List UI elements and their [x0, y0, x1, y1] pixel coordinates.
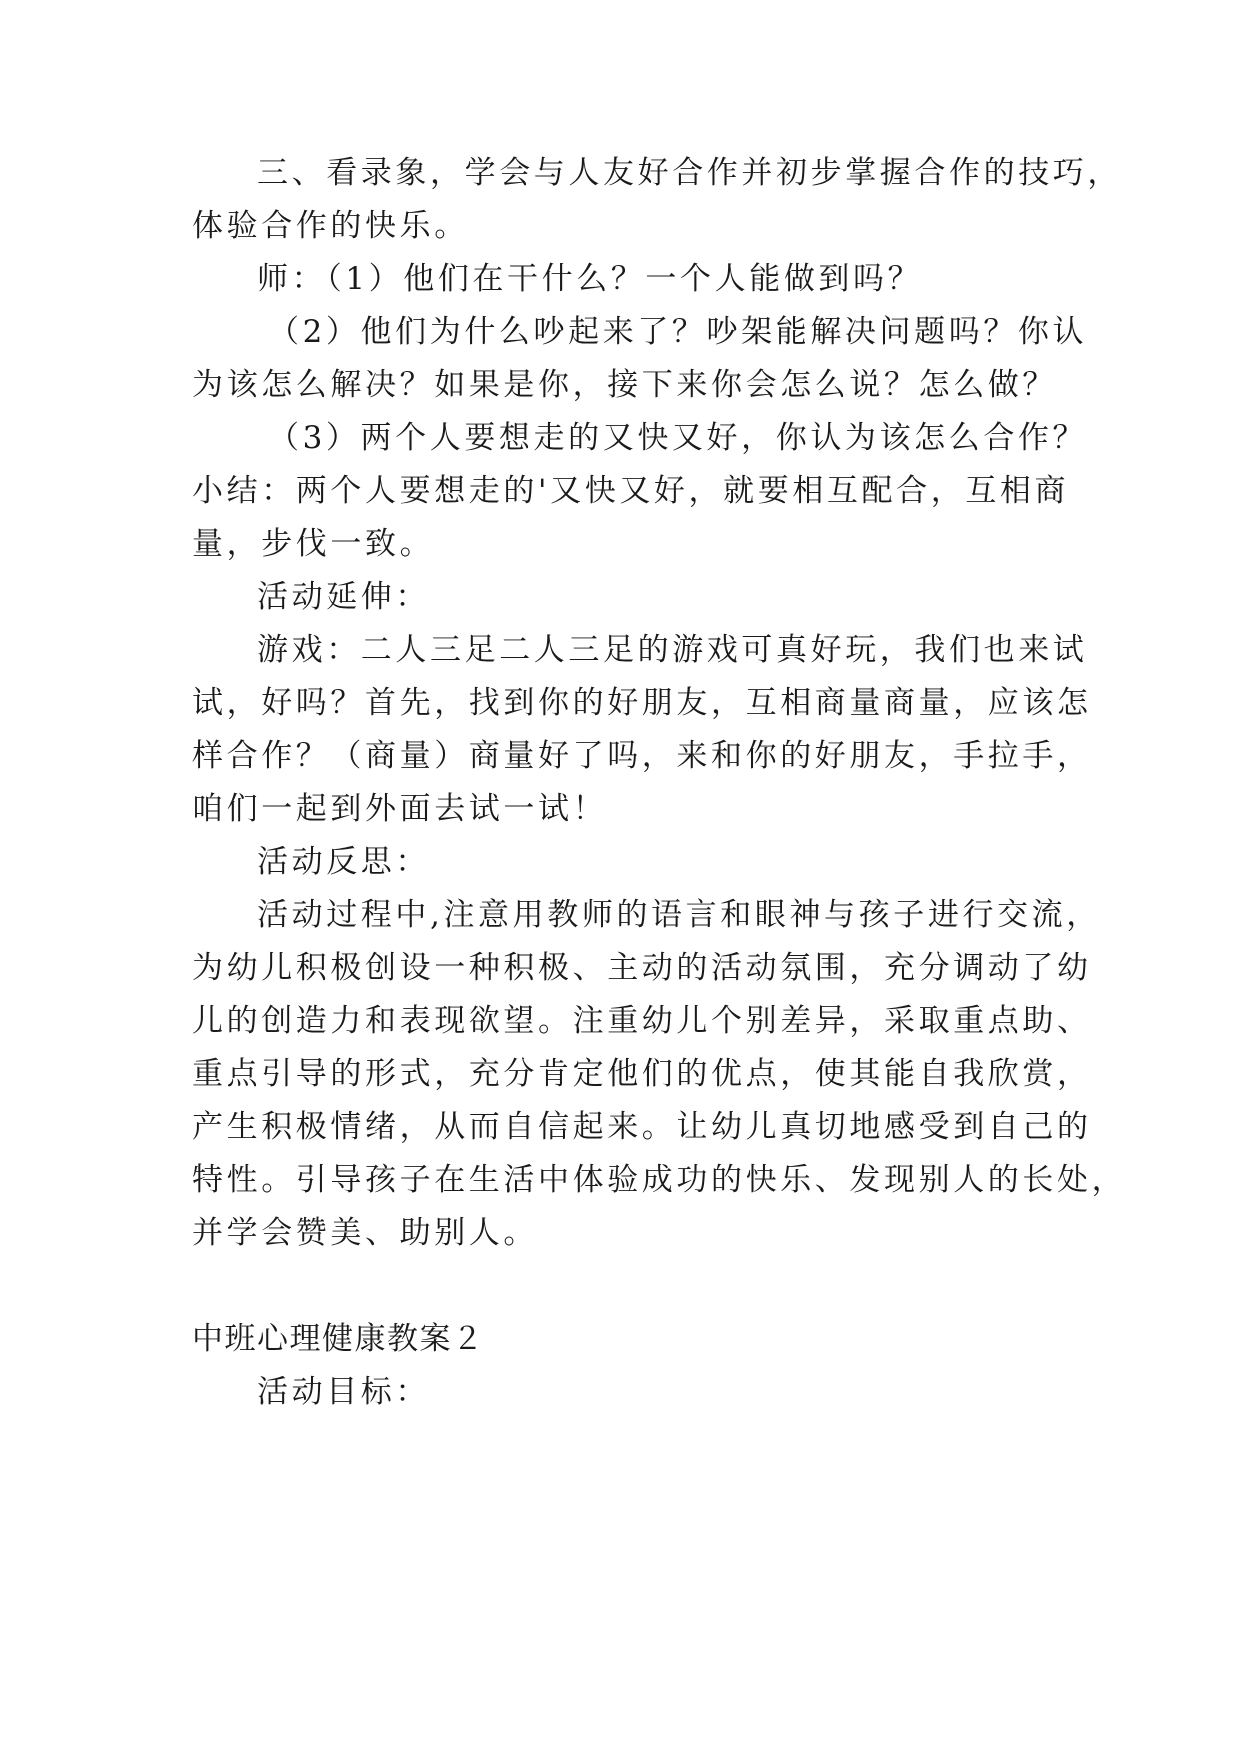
reflection-line-4: 重点引导的形式，充分肯定他们的优点，使其能自我欣赏，	[192, 1056, 1092, 1092]
reflection-line-5: 产生积极情绪，从而自信起来。让幼儿真切地感受到自己的	[192, 1109, 1092, 1145]
game-line-4: 咱们一起到外面去试一试！	[192, 791, 608, 827]
reflection-heading: 活动反思：	[257, 844, 430, 880]
reflection-line-6: 特性。引导孩子在生活中体验成功的快乐、发现别人的长处，	[192, 1162, 1127, 1198]
next-lesson-title: 中班心理健康教案２	[192, 1321, 485, 1357]
reflection-line-1: 活动过程中,注意用教师的语言和眼神与孩子进行交流，	[257, 897, 1101, 933]
question-2-line-1: （2）他们为什么吵起来了？吵架能解决问题吗？你认	[268, 314, 1088, 350]
summary-line-2: 量，步伐一致。	[192, 526, 435, 562]
reflection-line-7: 并学会赞美、助别人。	[192, 1215, 538, 1251]
reflection-line-2: 为幼儿积极创设一种积极、主动的活动氛围，充分调动了幼	[192, 950, 1092, 986]
reflection-line-3: 儿的创造力和表现欲望。注重幼儿个别差异，采取重点助、	[192, 1003, 1092, 1039]
game-line-2: 试，好吗？首先，找到你的好朋友，互相商量商量，应该怎	[192, 685, 1092, 721]
question-3: （3）两个人要想走的又快又好，你认为该怎么合作？	[268, 420, 1088, 456]
question-1: 师：（1）他们在干什么？一个人能做到吗？	[257, 261, 923, 297]
summary-line-1: 小结：两个人要想走的'又快又好，就要相互配合，互相商	[192, 473, 1070, 509]
section3-line-1: 三、看录象，学会与人友好合作并初步掌握合作的技巧，	[257, 155, 1122, 191]
game-line-1: 游戏：二人三足二人三足的游戏可真好玩，我们也来试	[257, 632, 1088, 668]
extension-heading: 活动延伸：	[257, 579, 430, 615]
question-2-line-2: 为该怎么解决？如果是你，接下来你会怎么说？怎么做？	[192, 367, 1057, 403]
section3-line-2: 体验合作的快乐。	[192, 208, 469, 244]
game-line-3: 样合作？（商量）商量好了吗，来和你的好朋友，手拉手，	[192, 738, 1092, 774]
goals-heading: 活动目标：	[257, 1374, 430, 1410]
